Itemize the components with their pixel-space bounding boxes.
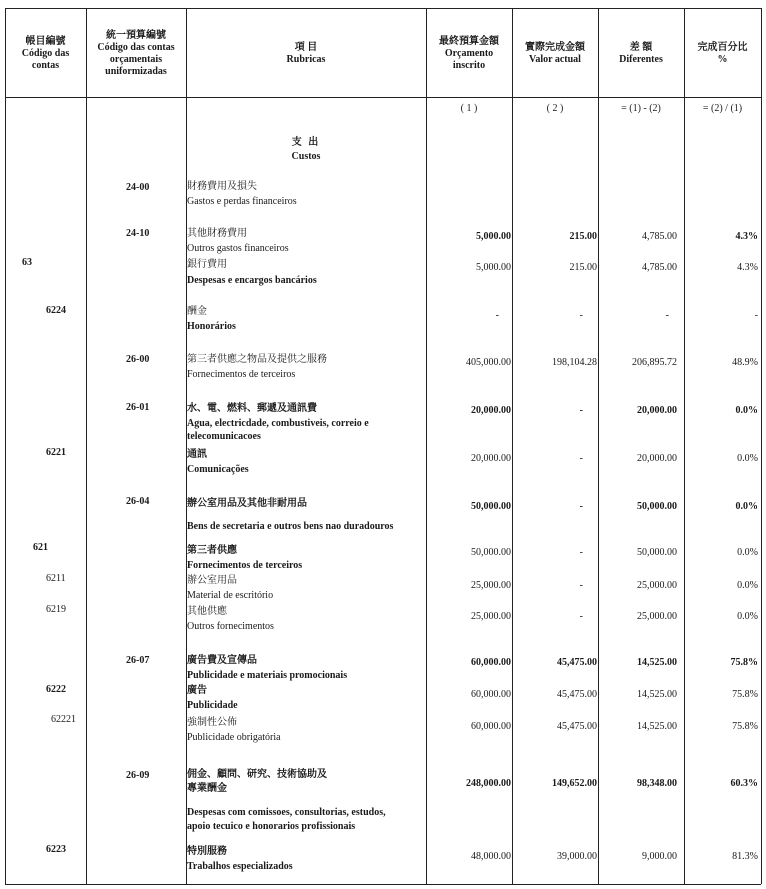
- budget-code: 26-00: [126, 354, 150, 365]
- item-label-pt: Bens de secretaria e outros bens nao duradouros: [187, 521, 394, 532]
- budget-code: 26-04: [126, 496, 150, 507]
- percent-value: 0.0%: [735, 501, 758, 512]
- formula-final-budget: ( 1 ): [460, 103, 478, 114]
- item-label-pt-continued: telecomunicacoes: [187, 431, 261, 442]
- percent-value: 0.0%: [737, 580, 758, 591]
- item-label-zh: 廣告費及宣傳品: [187, 655, 257, 666]
- item-label-zh: 特別服務: [187, 846, 227, 857]
- difference-value: 14,525.00: [637, 721, 677, 732]
- final-budget-value: 20,000.00: [471, 405, 511, 416]
- item-label-pt: Despesas com comissoes, consultorias, estudos,: [187, 807, 386, 818]
- difference-value: 9,000.00: [642, 851, 677, 862]
- column-divider: [598, 8, 599, 884]
- item-label-zh: 第三者供應: [187, 545, 237, 556]
- item-label-pt: Gastos e perdas financeiros: [187, 196, 297, 207]
- column-divider: [684, 8, 685, 884]
- percent-value: 0.0%: [737, 547, 758, 558]
- item-label-pt: Agua, electricdade, combustiveis, correio e: [187, 418, 369, 429]
- item-label-zh: 酬金: [187, 306, 207, 317]
- difference-value: 20,000.00: [637, 405, 677, 416]
- actual-value: 215.00: [569, 231, 597, 242]
- column-divider: [426, 8, 427, 884]
- budget-code: 24-10: [126, 228, 150, 239]
- header-final-budget: 最終預算金額 Orçamento inscrito: [439, 36, 499, 71]
- account-code: 63: [22, 257, 32, 268]
- final-budget-value: 405,000.00: [466, 357, 511, 368]
- header-difference: 差 額 Diferentes: [619, 42, 663, 65]
- actual-value: -: [579, 611, 583, 622]
- formula-percent: = (2) / (1): [702, 103, 743, 114]
- difference-value: 25,000.00: [637, 580, 677, 591]
- item-label-zh-continued: 專業酬金: [187, 783, 227, 794]
- final-budget-value: 5,000.00: [476, 231, 511, 242]
- item-label-zh: 辦公室用品及其他非耐用品: [187, 498, 307, 509]
- item-label-pt: Publicidade: [187, 700, 238, 711]
- item-label-pt: Material de escritório: [187, 590, 274, 601]
- percent-value: 75.8%: [732, 721, 758, 732]
- item-label-pt: Fornecimentos de terceiros: [187, 369, 296, 380]
- item-label-zh: 銀行費用: [187, 259, 227, 270]
- percent-value: 4.3%: [737, 262, 758, 273]
- percent-value: 0.0%: [737, 453, 758, 464]
- item-label-pt: Honorários: [187, 321, 236, 332]
- difference-value: 98,348.00: [637, 778, 677, 789]
- item-label-zh: 廣告: [187, 685, 207, 696]
- final-budget-value: 20,000.00: [471, 453, 511, 464]
- difference-value: 20,000.00: [637, 453, 677, 464]
- budget-code: 26-09: [126, 770, 150, 781]
- final-budget-value: 5,000.00: [476, 262, 511, 273]
- item-label-zh: 辦公室用品: [187, 575, 237, 586]
- account-code: 6211: [46, 573, 66, 584]
- final-budget-value: 50,000.00: [471, 501, 511, 512]
- actual-value: 149,652.00: [552, 778, 597, 789]
- item-label-pt-continued: apoio tecuico e honorarios profissionais: [187, 821, 356, 832]
- percent-value: 4.3%: [735, 231, 758, 242]
- table-bottom-border: [5, 884, 761, 885]
- item-label-zh: 水、電、燃料、郵遞及通訊費: [187, 403, 317, 414]
- account-code: 6223: [46, 844, 66, 855]
- difference-value: 14,525.00: [637, 689, 677, 700]
- difference-value: 25,000.00: [637, 611, 677, 622]
- percent-value: 0.0%: [735, 405, 758, 416]
- section-title-pt: Custos: [291, 151, 321, 162]
- item-label-zh: 其他財務費用: [187, 228, 247, 239]
- item-label-zh: 第三者供應之物品及提供之服務: [187, 354, 327, 365]
- item-label-zh: 其他供應: [187, 606, 227, 617]
- final-budget-value: -: [495, 310, 499, 321]
- difference-value: 206,895.72: [632, 357, 677, 368]
- header-item: 項 目 Rubricas: [286, 42, 326, 65]
- percent-value: 60.3%: [730, 778, 758, 789]
- item-label-zh: 通訊: [187, 449, 207, 460]
- actual-value: -: [579, 453, 583, 464]
- header-budget-code: 統一預算編號 Código das contas orçamentais uniformizadas: [97, 30, 175, 77]
- header-percent: 完成百分比 %: [697, 42, 748, 65]
- final-budget-value: 60,000.00: [471, 657, 511, 668]
- header-account-code: 帳目編號 Código das contas: [21, 36, 70, 71]
- final-budget-value: 25,000.00: [471, 611, 511, 622]
- difference-value: -: [665, 310, 669, 321]
- percent-value: 75.8%: [732, 689, 758, 700]
- column-divider: [86, 8, 87, 884]
- actual-value: 45,475.00: [557, 657, 597, 668]
- account-code: 6224: [46, 305, 66, 316]
- final-budget-value: 60,000.00: [471, 721, 511, 732]
- section-title-zh: 支 出: [291, 137, 321, 148]
- actual-value: -: [579, 501, 583, 512]
- header-bottom-border: [5, 97, 761, 98]
- item-label-pt: Trabalhos especializados: [187, 861, 293, 872]
- item-label-pt: Fornecimentos de terceiros: [187, 560, 303, 571]
- final-budget-value: 48,000.00: [471, 851, 511, 862]
- item-label-pt: Outros gastos financeiros: [187, 243, 289, 254]
- actual-value: 39,000.00: [557, 851, 597, 862]
- item-label-pt: Outros fornecimentos: [187, 621, 274, 632]
- formula-difference: = (1) - (2): [621, 103, 661, 114]
- difference-value: 14,525.00: [637, 657, 677, 668]
- account-code: 621: [33, 542, 48, 553]
- account-code: 6221: [46, 447, 66, 458]
- actual-value: -: [579, 310, 583, 321]
- actual-value: 45,475.00: [557, 721, 597, 732]
- item-label-zh: 佣金、顧問、研究、技術協助及: [187, 769, 327, 780]
- header-actual-value: 實際完成金額 Valor actual: [525, 42, 585, 65]
- percent-value: 48.9%: [732, 357, 758, 368]
- account-code: 62221: [51, 714, 76, 725]
- percent-value: 81.3%: [732, 851, 758, 862]
- difference-value: 4,785.00: [642, 231, 677, 242]
- item-label-zh: 財務費用及損失: [187, 181, 257, 192]
- account-code: 6222: [46, 684, 66, 695]
- account-code: 6219: [46, 604, 66, 615]
- actual-value: -: [579, 547, 583, 558]
- percent-value: 0.0%: [737, 611, 758, 622]
- actual-value: 45,475.00: [557, 689, 597, 700]
- budget-code: 26-07: [126, 655, 150, 666]
- actual-value: -: [579, 580, 583, 591]
- difference-value: 50,000.00: [637, 501, 677, 512]
- item-label-pt: Despesas e encargos bancários: [187, 275, 317, 286]
- column-divider: [512, 8, 513, 884]
- column-divider: [5, 8, 6, 884]
- percent-value: -: [754, 310, 758, 321]
- difference-value: 4,785.00: [642, 262, 677, 273]
- final-budget-value: 60,000.00: [471, 689, 511, 700]
- final-budget-value: 50,000.00: [471, 547, 511, 558]
- column-divider: [761, 8, 762, 884]
- budget-code: 24-00: [126, 182, 150, 193]
- actual-value: -: [579, 405, 583, 416]
- item-label-pt: Comunicações: [187, 464, 249, 475]
- formula-actual: ( 2 ): [546, 103, 564, 114]
- table-top-border: [5, 8, 761, 9]
- final-budget-value: 248,000.00: [466, 778, 511, 789]
- percent-value: 75.8%: [730, 657, 758, 668]
- difference-value: 50,000.00: [637, 547, 677, 558]
- item-label-pt: Publicidade obrigatória: [187, 732, 281, 743]
- item-label-pt: Publicidade e materiais promocionais: [187, 670, 348, 681]
- budget-code: 26-01: [126, 402, 150, 413]
- actual-value: 215.00: [569, 262, 597, 273]
- final-budget-value: 25,000.00: [471, 580, 511, 591]
- actual-value: 198,104.28: [552, 357, 597, 368]
- item-label-zh: 強制性公佈: [187, 717, 237, 728]
